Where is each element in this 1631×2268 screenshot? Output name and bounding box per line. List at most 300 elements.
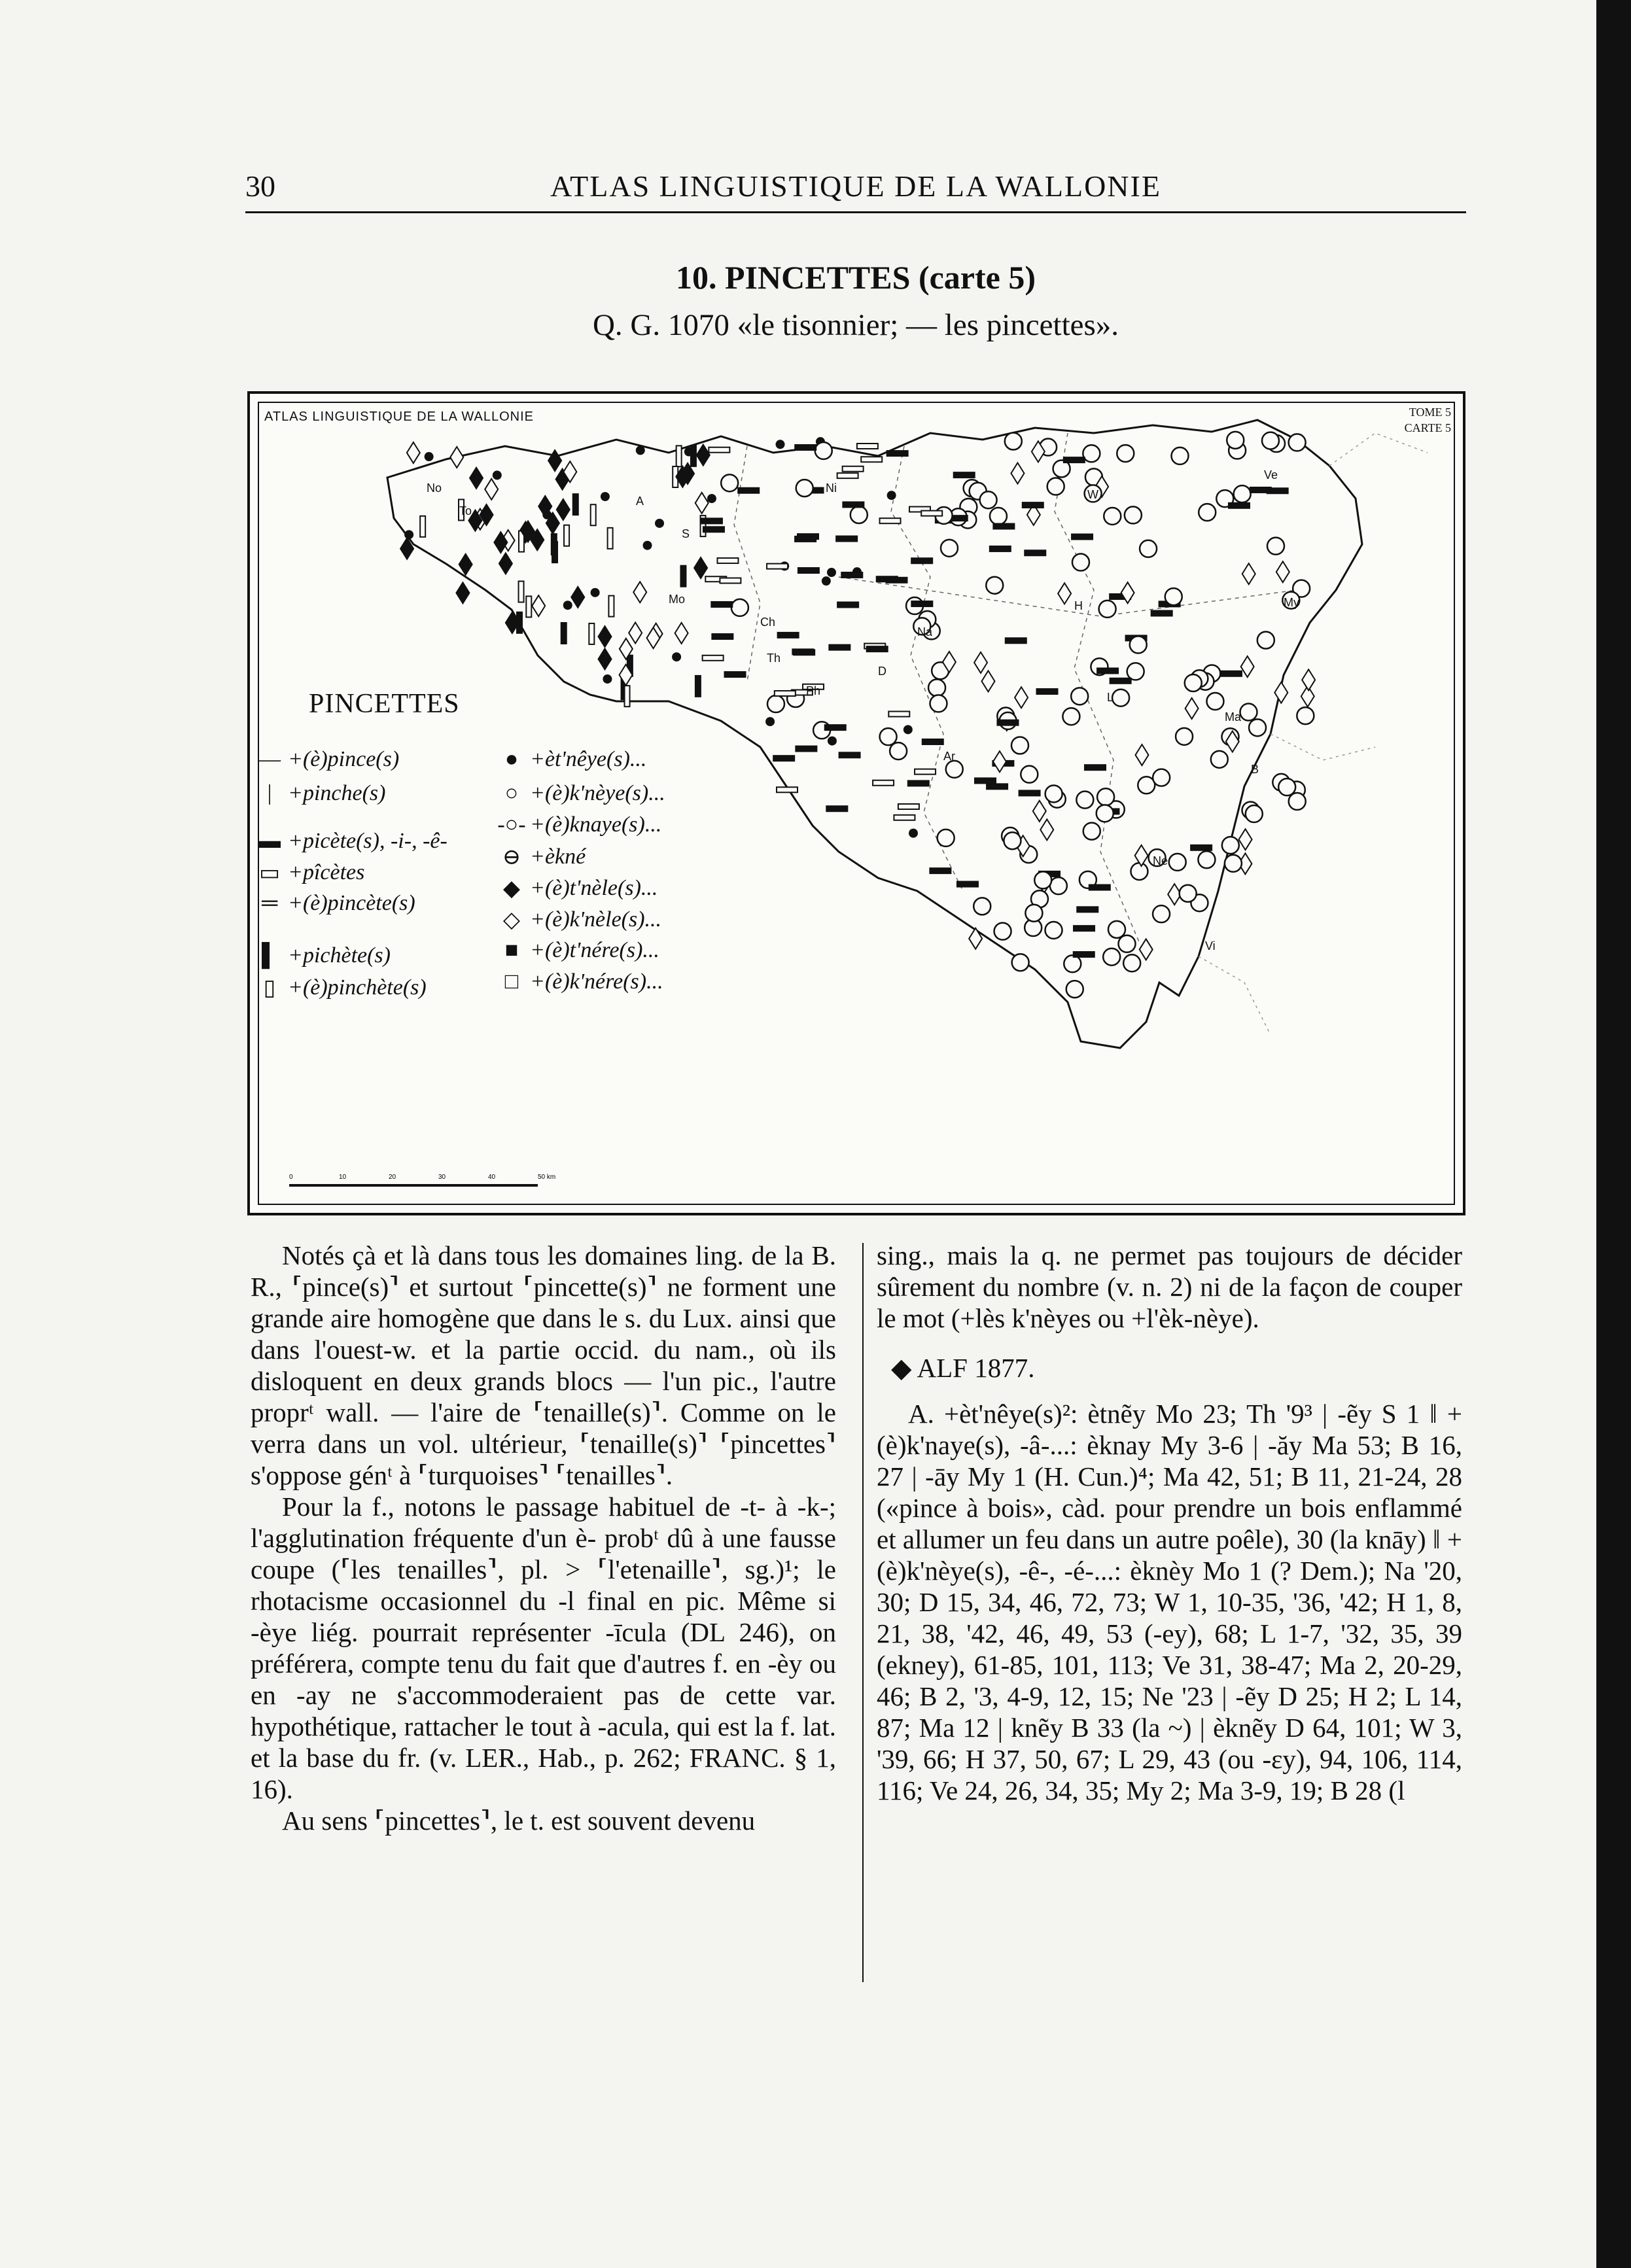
- map-symbol: [1289, 793, 1306, 810]
- map-symbol: [928, 679, 945, 696]
- legend-label: +pichète(s): [288, 943, 391, 968]
- legend-item: [497, 938, 659, 963]
- map-symbol: [815, 442, 832, 459]
- map-symbol: [691, 445, 696, 466]
- map-symbol: [1021, 766, 1038, 783]
- map-symbol: [459, 554, 472, 575]
- paragraph: Au sens ⸢pincettes⸣, le t. est souvent devenu: [282, 1806, 756, 1836]
- map-symbol: [1045, 785, 1062, 802]
- map-header: ATLAS LINGUISTIQUE DE LA WALLONIE: [264, 410, 534, 424]
- map-symbol: [890, 742, 907, 759]
- text-column-left: [251, 1240, 836, 1836]
- map-symbol: [922, 739, 943, 744]
- map-figure: [247, 391, 1465, 1215]
- map-symbol: [1104, 508, 1121, 525]
- map-symbol: [694, 557, 707, 578]
- map-symbol: [532, 595, 545, 616]
- map-symbol: [1211, 751, 1228, 768]
- map-symbol: [519, 582, 524, 602]
- map-symbol: [1249, 719, 1266, 736]
- map-symbol: [825, 725, 846, 730]
- running-head: [245, 169, 1466, 208]
- region-label: Vi: [1205, 939, 1216, 952]
- map-symbol: [655, 519, 664, 528]
- map-symbol: [672, 652, 681, 661]
- map-symbol: [888, 712, 909, 717]
- map-symbol: [1246, 805, 1263, 822]
- map-symbol: [1262, 432, 1279, 449]
- map-symbol: [571, 587, 584, 608]
- legend-item: [255, 829, 447, 854]
- map-symbol: [1140, 939, 1153, 960]
- map-symbol: [839, 752, 860, 758]
- map-symbol: [557, 499, 570, 520]
- map-symbol: [836, 536, 857, 542]
- map-symbol: [591, 588, 600, 597]
- map-symbol: [1121, 582, 1134, 603]
- map-symbol: [1045, 922, 1062, 939]
- map-carte: CARTE 5: [1404, 421, 1451, 434]
- map-tome: TOME 5: [1409, 406, 1451, 419]
- map-symbol: [987, 784, 1008, 789]
- map-symbol: [564, 525, 569, 546]
- map-symbol: [695, 493, 709, 514]
- map-symbol: [946, 761, 963, 778]
- map-symbol: [911, 558, 932, 563]
- map-symbol: [485, 479, 498, 500]
- map-symbol: [1241, 656, 1254, 677]
- legend-symbol: ▬: [258, 829, 281, 853]
- region-label: Ar: [943, 750, 955, 763]
- map-symbol: [420, 516, 425, 537]
- legend-item: [255, 747, 399, 772]
- map-symbol: [1117, 445, 1134, 462]
- scale-tick-label: 0: [289, 1174, 293, 1181]
- map-symbol: [1239, 829, 1252, 850]
- map-symbol: [880, 728, 897, 745]
- map-symbol: [738, 488, 759, 493]
- article-title: 10. PINCETTES (carte 5): [676, 259, 1036, 296]
- map-symbol: [1040, 819, 1053, 840]
- paragraph: Notés çà et là dans tous les domaines ling. de la B. R., ⸢pince(s)⸣ et surtout ⸢pincette(s)⸣ ne forment une grande aire homogène que dans le s. du Lux. ainsi que dans l'ouest-w. et la partie occid. du nam., où ils disloquent en deux grands blocs — l'un pic., l'autre proprᵗ wall. — l'aire de ⸢tenaille(s)⸣. Comme on le verra dans un vol. ultérieur, ⸢tenaille(s)⸣ ⸢pincettes⸣ s'oppose génᵗ à ⸢turquoises⸣ ⸢tenailles⸣.: [251, 1240, 836, 1490]
- map-symbol: [843, 502, 864, 507]
- map-symbol: [829, 645, 850, 650]
- map-symbol: [767, 695, 784, 712]
- map-symbol: [603, 674, 612, 684]
- map-symbol: [425, 452, 434, 461]
- legend-label: +pinche(s): [288, 781, 386, 805]
- map-symbol: [887, 491, 896, 500]
- map-symbol: [680, 566, 686, 587]
- legend-item: [255, 781, 385, 806]
- map-symbol: [993, 524, 1014, 529]
- map-symbol: [794, 650, 815, 655]
- map-symbol: [867, 646, 888, 652]
- region-label: Ph: [806, 684, 821, 697]
- map-symbol: [915, 769, 936, 775]
- map-symbol: [1076, 792, 1093, 809]
- map-symbol: [731, 599, 748, 616]
- legend-symbol: □: [504, 969, 519, 994]
- map-symbol: [1006, 638, 1026, 643]
- map-symbol: [675, 623, 688, 644]
- map-symbol: [1242, 563, 1255, 584]
- map-symbol: [561, 623, 567, 644]
- legend-item: [255, 891, 415, 916]
- map-symbol: [898, 804, 919, 809]
- map-symbol: [1005, 432, 1022, 449]
- region-label: To: [459, 504, 472, 517]
- map-symbol: [1071, 688, 1088, 705]
- map-symbol: [1034, 871, 1051, 888]
- map-symbol: [908, 780, 929, 786]
- alf-reference: ◆ ALF 1877.: [891, 1353, 1035, 1383]
- map-symbol: [1199, 504, 1216, 521]
- map-symbol: [921, 511, 942, 516]
- region-label: Na: [917, 625, 933, 638]
- map-symbol: [930, 868, 951, 873]
- map-canvas: [250, 394, 1463, 1213]
- map-symbol: [975, 778, 996, 783]
- map-symbol: [1289, 434, 1306, 451]
- legend-symbol: ○: [504, 781, 519, 805]
- map-symbol: [720, 578, 741, 584]
- map-symbol: [712, 634, 733, 639]
- map-symbol: [973, 898, 991, 915]
- map-symbol: [1131, 863, 1148, 880]
- book-title: ATLAS LINGUISTIQUE DE LA WALLONIE: [550, 169, 1161, 203]
- map-symbol: [625, 686, 630, 707]
- legend-item: [255, 943, 391, 968]
- paragraph: sing., mais la q. ne permet pas toujours de décider sûrement du nombre (v. n. 2) ni de la façon de couper le mot (+lès k'nèyes ou +l'èk-nèye).: [877, 1240, 1462, 1333]
- map-symbol: [773, 756, 794, 761]
- map-symbol: [1015, 687, 1028, 708]
- map-symbol: [997, 720, 1018, 725]
- map-symbol: [404, 530, 413, 539]
- map-symbol: [1274, 682, 1288, 703]
- map-symbol: [1222, 837, 1239, 854]
- map-symbol: [717, 558, 738, 563]
- map-symbol: [1085, 765, 1106, 770]
- map-symbol: [1019, 790, 1040, 795]
- legend-symbol: ═: [261, 891, 278, 915]
- map-symbol: [1050, 877, 1067, 894]
- region-label: A: [636, 495, 644, 508]
- map-symbol: [1165, 588, 1182, 605]
- map-symbol: [909, 829, 918, 838]
- map-symbol: [938, 829, 955, 846]
- region-label: My: [1284, 596, 1299, 609]
- map-symbol: [1297, 707, 1314, 724]
- map-symbol: [1169, 854, 1186, 871]
- map-symbol: [709, 447, 729, 453]
- map-symbol: [1267, 538, 1284, 555]
- map-symbol: [1276, 561, 1289, 582]
- map-symbol: [778, 633, 799, 638]
- map-symbol: [1089, 885, 1110, 890]
- region-label: Ch: [760, 616, 776, 629]
- map-symbol: [608, 528, 613, 549]
- map-symbol: [1023, 502, 1043, 508]
- map-symbol: [993, 751, 1006, 772]
- map-symbol: [857, 444, 878, 449]
- map-symbol: [796, 480, 813, 497]
- map-symbol: [563, 601, 572, 610]
- legend-label: +pîcètes: [288, 860, 365, 884]
- legend-label: +(è)pincète(s): [288, 891, 415, 915]
- map-symbol: [1221, 671, 1242, 676]
- map-symbol: [990, 546, 1011, 551]
- scale-tick-label: 10: [339, 1174, 347, 1181]
- region-label: Mo: [669, 593, 686, 606]
- map-symbol: [974, 652, 987, 673]
- map-symbol: [1012, 954, 1029, 971]
- map-symbol: [798, 568, 819, 573]
- map-symbol: [775, 691, 796, 696]
- legend-label: +(è)t'nére(s)...: [530, 938, 659, 962]
- map-symbol: [499, 553, 512, 574]
- map-symbol: [591, 504, 596, 525]
- legend-label: +(è)k'nèye(s)...: [530, 781, 665, 805]
- map-symbol: [1140, 540, 1157, 557]
- map-symbol: [1083, 445, 1100, 462]
- column-divider: [862, 1243, 864, 1982]
- region-label: Ve: [1264, 468, 1278, 481]
- map-symbol: [1112, 689, 1129, 707]
- map-symbol: [470, 468, 483, 489]
- legend-symbol: ■: [504, 938, 519, 962]
- map-symbol: [980, 491, 997, 508]
- legend-symbol: ▭: [258, 861, 281, 885]
- map-symbol: [1123, 954, 1140, 971]
- map-symbol: [990, 508, 1007, 525]
- map-symbol: [954, 472, 975, 478]
- legend-symbol: ▯: [263, 976, 276, 1000]
- map-symbol: [1099, 601, 1116, 618]
- map-symbol: [697, 445, 710, 466]
- map-symbol: [841, 572, 862, 578]
- map-symbol: [1064, 457, 1085, 462]
- map-symbol: [796, 746, 816, 752]
- map-symbol: [676, 445, 682, 466]
- map-symbol: [1257, 632, 1274, 649]
- map-symbol: [873, 780, 894, 786]
- map-symbol: [767, 564, 788, 569]
- map-symbol: [941, 540, 958, 557]
- map-symbol: [1151, 611, 1172, 616]
- legend-symbol: ⊖: [502, 845, 521, 869]
- map-symbol: [1074, 926, 1095, 931]
- map-symbol: [1127, 663, 1144, 680]
- map-symbol: [1064, 955, 1081, 972]
- map-symbol: [1130, 637, 1147, 654]
- map-symbol: [1062, 708, 1079, 725]
- region-label: H: [1074, 599, 1083, 612]
- map-symbol: [777, 787, 798, 792]
- map-symbol: [1025, 905, 1042, 922]
- map-symbol: [795, 536, 816, 542]
- map-symbol: [1240, 704, 1257, 721]
- map-symbol: [776, 440, 785, 449]
- map-symbol: [608, 596, 614, 617]
- map-symbol: [526, 596, 531, 617]
- map-scale-bar: [289, 1174, 555, 1185]
- legend-symbol: -○-: [497, 812, 526, 837]
- legend-item: [255, 975, 427, 1001]
- legend-symbol: ◆: [502, 877, 521, 901]
- legend-item: [497, 969, 663, 994]
- scale-tick-label: 40: [488, 1174, 496, 1181]
- map-symbol: [1180, 885, 1197, 902]
- map-symbol: [981, 671, 994, 691]
- page-edge: [1596, 0, 1631, 2268]
- map-symbol: [548, 450, 561, 471]
- region-label: D: [878, 665, 886, 678]
- map-symbol: [930, 695, 947, 712]
- map-symbol: [711, 602, 732, 607]
- map-symbol: [1097, 788, 1114, 805]
- map-symbol: [1011, 737, 1028, 754]
- map-symbol: [1033, 801, 1046, 822]
- map-symbol: [1185, 674, 1202, 691]
- map-symbol: [1185, 698, 1199, 719]
- map-symbol: [822, 576, 831, 585]
- map-symbol: [1103, 949, 1120, 966]
- legend-label: +(è)pince(s): [288, 747, 400, 771]
- map-symbol: [1198, 851, 1215, 868]
- header-rule: [245, 211, 1466, 213]
- map-symbol: [601, 492, 610, 501]
- map-symbol: [1025, 550, 1045, 555]
- map-symbol: [1072, 534, 1093, 540]
- map-symbol: [407, 442, 420, 463]
- map-symbol: [1047, 478, 1064, 495]
- paragraph: Pour la f., notons le passage habituel de -t- à -k-; l'agglutination fréquente d'un è- probᵗ dû à une fausse coupe (⸢les tenailles⸣, pl. > ⸢l'etenaille⸣, sg.)¹; le rhotacisme occasionnel du -l final en pic. Même si -èye liég. pourrait représenter -īcula (DL 246), on préférera, compte tenu du fait que d'autres f. en -èy ou en -ay ne s'accommoderaient pas de cette var. hypothétique, rattacher le tout à -acula, qui est la f. lat. et la base du fr. (v. LER., Hab., p. 262; FRANC. § 1, 16).: [251, 1492, 836, 1804]
- legend-item: [497, 844, 586, 870]
- map-symbol: [861, 457, 882, 462]
- legend-item: [255, 860, 364, 886]
- legend-symbol: —: [258, 747, 281, 771]
- map-symbol: [721, 474, 738, 491]
- map-symbol: [957, 882, 978, 887]
- map-symbol: [986, 577, 1003, 594]
- legend-symbol: ●: [504, 747, 519, 771]
- map-symbol: [1125, 506, 1142, 523]
- map-symbol: [1096, 805, 1114, 822]
- map-symbol: [633, 582, 646, 602]
- map-symbol: [1153, 769, 1170, 786]
- map-symbol: [1229, 503, 1250, 508]
- map-symbol: [828, 737, 837, 746]
- map-symbol: [1108, 921, 1125, 938]
- map-symbol: [599, 626, 612, 647]
- scale-tick-label: 50 km: [538, 1174, 556, 1181]
- map-symbol: [880, 518, 901, 523]
- legend-label: +(è)knaye(s)...: [530, 812, 662, 837]
- map-symbol: [894, 815, 915, 820]
- map-symbol: [517, 612, 522, 633]
- map-symbol: [1083, 823, 1100, 840]
- map-symbol: [1110, 678, 1131, 684]
- map-symbol: [725, 672, 746, 677]
- legend-label: +picète(s), -i-, -ê-: [288, 829, 447, 853]
- region-label: W: [1087, 488, 1098, 501]
- region-label: Ne: [1153, 854, 1168, 867]
- map-symbol: [837, 602, 858, 608]
- map-symbol: [1135, 744, 1148, 765]
- map-symbol: [851, 506, 868, 523]
- map-symbol: [827, 568, 836, 577]
- map-symbol: [1072, 554, 1089, 571]
- map-symbol: [1037, 689, 1058, 694]
- map-symbol: [1011, 462, 1024, 483]
- map-symbol: [552, 534, 557, 555]
- legend-item: [497, 812, 661, 837]
- map-symbol: [1004, 832, 1021, 849]
- legend-item: [497, 781, 665, 806]
- legend-item: [497, 907, 661, 933]
- map-symbol: [599, 648, 612, 669]
- map-symbol: [969, 928, 982, 949]
- map-symbol: [1191, 845, 1212, 850]
- legend-label: +èt'nêye(s)...: [530, 747, 647, 771]
- map-symbol: [701, 518, 722, 523]
- map-symbol: [795, 445, 816, 450]
- region-label: L: [1107, 691, 1114, 704]
- scale-tick-label: 30: [438, 1174, 446, 1181]
- map-symbol: [837, 473, 858, 478]
- map-symbol: [1278, 778, 1295, 795]
- map-symbol: [1066, 981, 1083, 998]
- map-symbol: [493, 470, 502, 480]
- legend-item: [497, 747, 646, 772]
- map-symbol: [1097, 668, 1118, 673]
- map-symbol: [707, 494, 716, 503]
- article-subtitle: Q. G. 1070 «le tisonnier; — les pincettes».: [592, 308, 1119, 342]
- map-symbol: [1206, 693, 1223, 710]
- legend-symbol: ◇: [502, 908, 521, 932]
- legend-title: PINCETTES: [309, 689, 460, 719]
- legend-symbol: ▌: [261, 943, 278, 968]
- map-symbol: [1058, 583, 1071, 604]
- legend-item: [497, 875, 658, 901]
- region-label: No: [427, 481, 442, 495]
- map-symbol: [826, 806, 847, 811]
- legend-label: +(è)k'nére(s)...: [530, 969, 663, 994]
- map-symbol: [573, 494, 578, 515]
- map-symbol: [886, 578, 907, 583]
- map-symbol: [703, 655, 724, 661]
- text-column-right: [877, 1240, 1462, 1806]
- map-symbol: [643, 541, 652, 550]
- legend-label: +(è)t'nèle(s)...: [530, 876, 658, 900]
- page-number: 30: [245, 169, 275, 203]
- map-symbol: [994, 923, 1011, 940]
- map-symbol: [1267, 488, 1288, 493]
- map-symbol: [903, 725, 913, 734]
- region-label: Ni: [826, 481, 837, 495]
- region-label: Ma: [1225, 710, 1242, 724]
- map-symbol: [1225, 855, 1242, 872]
- map-symbol: [1074, 952, 1095, 957]
- legend-symbol: |: [267, 781, 272, 805]
- map-symbol: [1172, 447, 1189, 464]
- map-symbol: [450, 447, 463, 468]
- map-symbol: [1176, 728, 1193, 745]
- map-symbol: [456, 582, 469, 603]
- map-symbol: [703, 527, 724, 532]
- map-symbol: [1234, 485, 1251, 502]
